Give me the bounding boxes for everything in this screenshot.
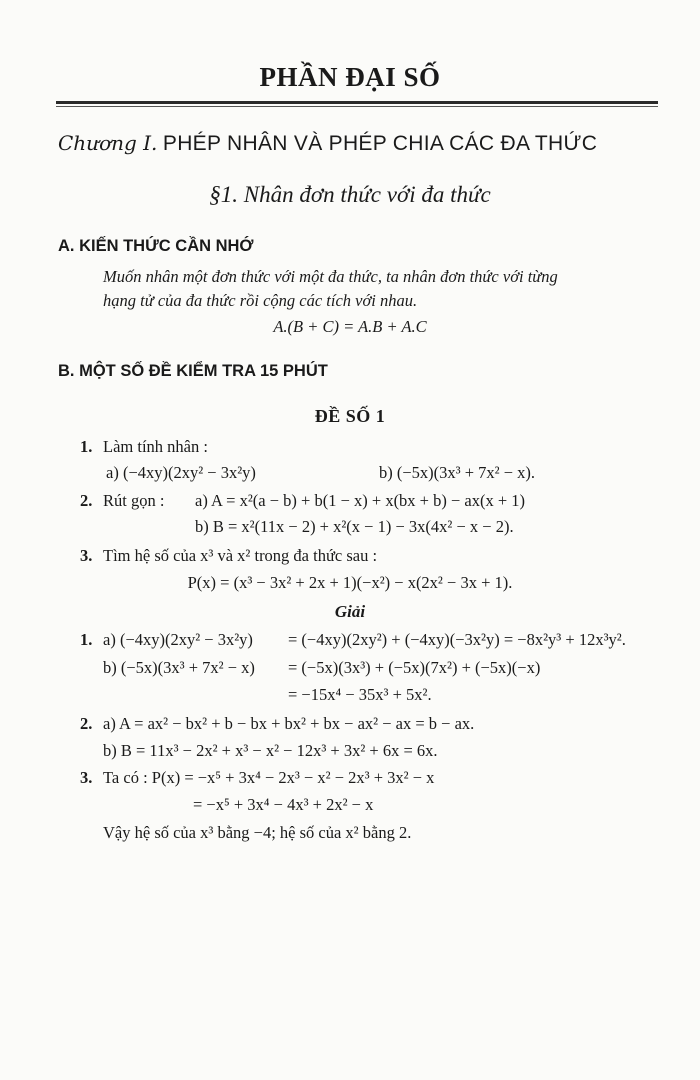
section-title: §1. Nhân đơn thức với đa thức bbox=[209, 182, 491, 207]
chapter-label: Chương I. bbox=[58, 131, 158, 155]
problem-2b: b) B = x²(11x − 2) + x²(x − 1) − 3x(4x² − x − 2). bbox=[195, 517, 514, 536]
solution-1a-lhs: a) (−4xy)(2xy² − 3x²y) bbox=[103, 630, 253, 649]
problem-3-expression: P(x) = (x³ − 3x² + 2x + 1)(−x²) − x(2x² − 3x + 1). bbox=[187, 573, 513, 592]
solution-1b-rhs: = (−5x)(3x³) + (−5x)(7x²) + (−5x)(−x) bbox=[288, 658, 541, 677]
distributive-formula: A.(B + C) = A.B + A.C bbox=[273, 317, 427, 336]
section-b-heading: B. MỘT SỐ ĐỀ KIỂM TRA 15 PHÚT bbox=[58, 362, 328, 380]
problem-2-label: Rút gọn : bbox=[103, 491, 165, 510]
solution-2-number: 2. bbox=[80, 714, 93, 733]
problem-3-number: 3. bbox=[80, 546, 93, 565]
solution-1a-rhs: = (−4xy)(2xy²) + (−4xy)(−3x²y) = −8x²y³ + 12x³y². bbox=[288, 630, 626, 649]
problem-1a: a) (−4xy)(2xy² − 3x²y) bbox=[106, 463, 256, 482]
part-title: PHẦN ĐẠI SỐ bbox=[259, 62, 441, 92]
chapter-heading bbox=[58, 130, 597, 156]
problem-1-text: Làm tính nhân : bbox=[103, 437, 208, 456]
solution-1b-result: = −15x⁴ − 35x³ + 5x². bbox=[288, 685, 432, 704]
problem-1b: b) (−5x)(3x³ + 7x² − x). bbox=[379, 463, 536, 482]
section-a-heading: A. KIẾN THỨC CẦN NHỚ bbox=[58, 237, 254, 255]
solution-2a: a) A = ax² − bx² + b − bx + bx² + bx − ax² − ax = b − ax. bbox=[103, 714, 475, 733]
solution-2b: b) B = 11x³ − 2x² + x³ − x² − 12x³ + 3x² + 6x = 6x. bbox=[103, 741, 438, 760]
knowledge-line-1: Muốn nhân một đơn thức với một đa thức, ta nhân đơn thức với từng bbox=[103, 267, 558, 286]
solution-3-conclusion: Vậy hệ số của x³ bằng −4; hệ số của x² bằng 2. bbox=[103, 823, 412, 842]
problem-3-text: Tìm hệ số của x³ và x² trong đa thức sau : bbox=[103, 546, 378, 565]
solution-title: Giải bbox=[334, 602, 366, 621]
solution-1b-lhs: b) (−5x)(3x³ + 7x² − x) bbox=[103, 658, 255, 677]
problem-2a: a) A = x²(a − b) + b(1 − x) + x(bx + b) − ax(x + 1) bbox=[195, 491, 526, 510]
solution-3-number: 3. bbox=[80, 768, 93, 787]
problem-1-number: 1. bbox=[80, 437, 93, 456]
solution-3-line-1: Ta có : P(x) = −x⁵ + 3x⁴ − 2x³ − x² − 2x³ + 3x² − x bbox=[103, 768, 435, 787]
solution-1-number: 1. bbox=[80, 630, 93, 649]
chapter-title: PHÉP NHÂN VÀ PHÉP CHIA CÁC ĐA THỨC bbox=[162, 132, 598, 155]
knowledge-line-2: hạng tử của đa thức rồi cộng các tích với nhau. bbox=[103, 291, 418, 310]
title-rule-thick bbox=[56, 101, 658, 104]
title-rule-thin bbox=[56, 106, 658, 107]
exam-title: ĐỀ SỐ 1 bbox=[314, 406, 386, 426]
solution-3-line-2: = −x⁵ + 3x⁴ − 4x³ + 2x² − x bbox=[193, 795, 374, 814]
problem-2-number: 2. bbox=[80, 491, 93, 510]
